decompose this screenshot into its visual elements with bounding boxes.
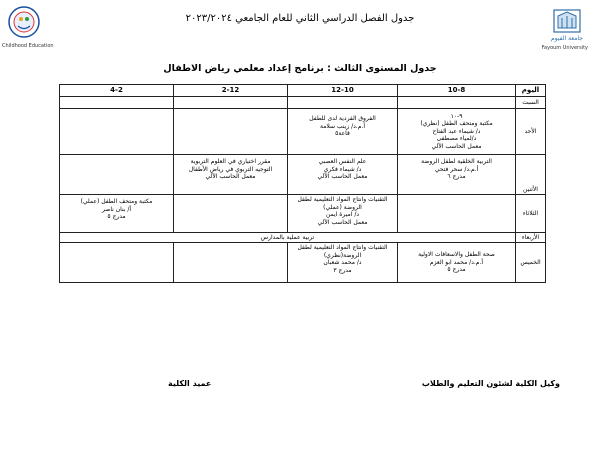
course-name: التربية الخلقية لطفل الروضة [421,158,492,165]
schedule-cell [398,97,516,109]
practical-training-cell: تربية عملية بالمدارس [60,233,516,243]
page-title: جدول الفصل الدراسي الثاني للعام الجامعي ٢٠٢٣/٢٠٢٤ [185,13,415,24]
column-header: 2-12 [174,85,288,97]
room: مدرج ٥ [447,266,466,274]
schedule-cell [174,109,288,155]
fayoum-university-logo [548,6,586,46]
room: مدرج ٣ [333,266,352,274]
left-logo-caption: Childhood Education [2,43,54,49]
room: معمل الحاسب الآلي [317,173,368,181]
schedule-cell [398,243,516,283]
course-name: التوجيه التربوي في رياض الأطفال [188,165,273,173]
childhood-education-logo [4,4,44,44]
room: معمل الحاسب الآلي [205,173,256,181]
course-name: الروضة(نظري) [323,251,362,259]
room: مدرج ٥ [107,213,126,221]
svg-text:جامعة الفيوم: جامعة الفيوم [551,35,583,42]
column-header: 12-10 [288,85,398,97]
course-name: الروضة (عملي) [323,203,362,211]
schedule-cell [288,155,398,195]
schedule-cell [60,109,174,155]
instructor: د/ اميرة ايمن [325,211,360,219]
course-name: الفروق الفردية لدى للطفل [309,115,376,122]
schedule-cell [288,243,398,283]
day-label: الأحد [524,127,537,135]
room: مدرج ٦ [447,173,466,181]
course-name: مقرر اختياري في العلوم التربوية [190,158,271,165]
schedule-cell [398,195,516,233]
room: معمل الحاسب الآلي [317,218,368,226]
day-cell [516,243,546,283]
column-header: اليوم [516,85,546,97]
day-cell [516,109,546,155]
table-row [60,233,546,243]
schedule-cell [174,195,288,233]
schedule-cell [288,195,398,233]
vice-dean-signature: وكيل الكلية لشئون التعليم والطلاب [421,379,560,388]
instructor: أ/ بنان ناصر [101,205,132,213]
page-subtitle: جدول المستوى الثالث : برنامج إعداد معلمي رياض الاطفال [163,63,437,74]
schedule-cell [288,97,398,109]
instructor: أ.م.د/ محمد ابو العزم [429,258,484,266]
day-cell [516,195,546,233]
instructor: د/لمياء مصطفى [436,135,477,143]
course-name: مكتبة ومتحف الطفل (نظري) [420,120,493,128]
course-name: التقنيات وانتاج المواد التعليمية لطفل [297,244,388,251]
table-row [60,243,546,283]
day-label: الثلاثاء [522,209,539,217]
table-row [60,195,546,233]
column-header: 10-8 [398,85,516,97]
cell-time: ٩-١٠ [450,112,463,120]
instructor: أ.م.د/ زينب سلامة [319,122,365,130]
schedule-cell [398,109,516,155]
instructor: د/ شيماء عبد الفتاح [432,127,481,135]
schedule-cell [288,109,398,155]
schedule-table [59,84,546,283]
day-label: الخميس [520,258,541,266]
day-label: الأثنين [523,186,538,194]
schedule-cell [60,195,174,233]
course-name: التقنيات وانتاج المواد التعليمية لطفل [297,196,388,203]
column-header: 4-2 [60,85,174,97]
instructor: د/ شيماء فكري [323,165,362,173]
day-cell [516,97,546,109]
right-logo-caption: Fayoum University [541,45,588,51]
schedule-cell [174,97,288,109]
schedule-cell [174,243,288,283]
table-row [60,97,546,109]
table-row [60,155,546,195]
instructor: أ.م.د/ سحر فتحي [434,165,479,173]
table-row [60,109,546,155]
schedule-cell [60,155,174,195]
dean-signature: عميد الكلية [168,379,212,388]
day-label: السبت [522,98,539,106]
day-cell [516,233,546,243]
day-label: الأربعاء [521,233,540,241]
schedule-cell [398,155,516,195]
room: معمل الحاسب الآلي [431,142,482,150]
instructor: د/ محمد شعبان [323,259,362,267]
schedule-cell [174,155,288,195]
course-name: صحة الطفل والاسعافات الاولية [418,251,495,259]
day-cell [516,155,546,195]
schedule-cell [60,97,174,109]
schedule-cell [60,243,174,283]
course-name: مكتبة ومتحف الطفل (عملي) [80,198,153,205]
room: قاعة٥ [335,130,350,138]
table-header-row [60,85,546,97]
course-name: علم النفس العصبي [318,158,367,165]
